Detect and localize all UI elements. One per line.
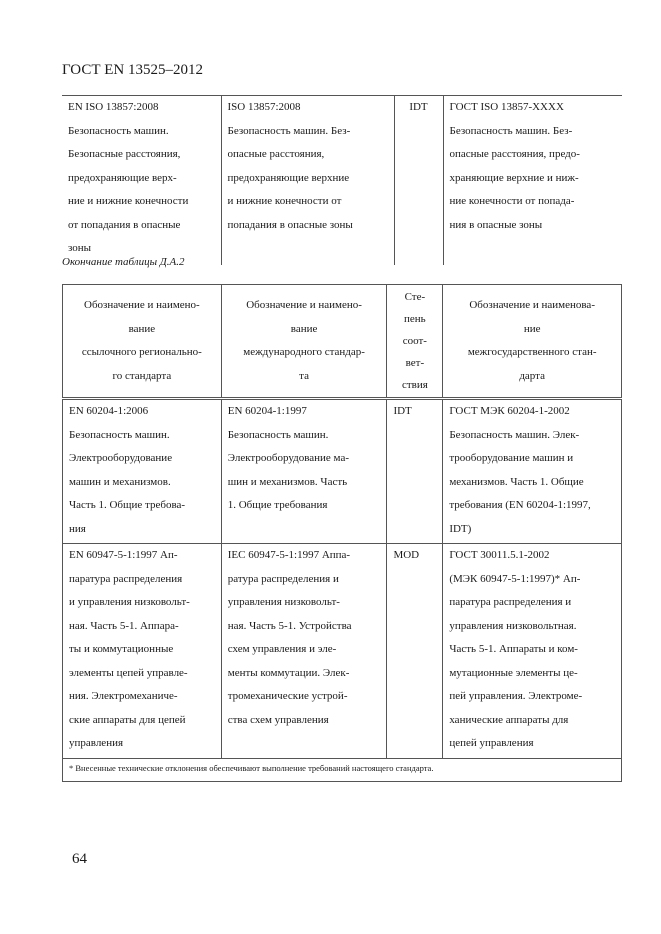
standards-table [62,284,622,782]
cell-line: ния [69,522,86,535]
cell-line: ратура распределения и [227,572,339,585]
international-standard-cell [221,544,387,759]
international-standard-cell [221,96,394,265]
cell-line: паратура распределения [69,572,183,585]
cell-line: Обозначение и наимено- [246,299,362,311]
cell-line: предохраняющие верхние [227,171,350,184]
cell-line: от попадания в опасные [68,218,181,231]
cell-line: ствия [401,379,428,391]
cell-line: ства схем управления [227,713,329,726]
cell-line: Безопасность машин. [227,428,329,441]
interstate-standard-cell [443,96,622,265]
cell-line: механизмов. Часть 1. Общие [449,475,584,488]
cell-line: Обозначение и наименова- [469,299,595,311]
cell-line: межгосударственного стан- [467,346,597,358]
cell-line: ские аппараты для цепей [69,713,186,726]
cell-line: храняющие верхние и ниж- [449,171,579,184]
cell-line: требования (EN 60204-1:1997, [449,499,591,511]
cell-line: IDT) [449,522,472,535]
cell-line: Часть 1. Общие требова- [69,499,186,511]
cell-line: вание [128,322,156,335]
regional-standard-cell [63,399,222,544]
cell-line: пень [404,313,426,325]
degree-cell: IDT [394,96,443,265]
cell-line: менты коммутации. Элек- [227,666,350,679]
cell-line: Безопасность машин. Без- [449,124,573,137]
cell-line: Электрооборудование [69,452,173,464]
cell-line: машин и механизмов. [69,475,171,488]
cell-line: ссылочного регионально- [81,346,202,358]
cell-line: ГОСТ 30011.5.1-2002 [449,549,550,561]
header-regional [63,285,222,399]
interstate-standard-cell [443,399,622,544]
cell-line: ния. Электромеханиче- [69,690,178,702]
cell-line: EN 60204-1:2006 [69,405,149,417]
cell-line: ГОСТ ISO 13857-XXXX [449,101,564,113]
header-degree [387,285,443,399]
cell-line: паратура распределения и [449,596,572,608]
page-number: 64 [72,851,87,867]
page-header-title: ГОСТ EN 13525–2012 [62,62,203,78]
table-row [62,96,622,265]
header-interstate [443,285,622,399]
cell-line: 1. Общие требования [227,499,328,511]
cell-line: ние конечности от попада- [449,195,575,207]
cell-line: ние и нижние конечности [68,195,189,207]
cell-line: ния в опасные зоны [449,218,543,231]
cell-line: международного стандар- [243,346,365,358]
cell-line: элементы цепей управле- [69,666,188,679]
cell-line: Безопасность машин. [69,428,170,441]
cell-line: ханические аппараты для [449,713,569,726]
cell-line: ние [523,322,541,335]
cell-line: IEC 60947-5-1:1997 Аппа- [227,549,351,561]
cell-line: шин и механизмов. Часть [227,475,348,488]
cell-line: ная. Часть 5-1. Аппара- [69,619,179,632]
cell-line: и управления низковольт- [69,596,190,608]
cell-line: (МЭК 60947-5-1:1997)* Ап- [449,572,581,585]
cell-line: зоны [68,242,92,254]
cell-line: EN ISO 13857:2008 [68,101,159,113]
table-footnote: * Внесенные технические отклонения обеспечивают выполнение требований настоящего стандарта. [63,758,622,781]
cell-line: ная. Часть 5-1. Устройства [227,619,352,632]
cell-line: попадания в опасные зоны [227,218,353,231]
table-row [63,399,622,544]
cell-line: опасные расстояния, предо- [449,148,580,160]
cell-line: EN 60947-5-1:1997 Ап- [69,549,178,561]
cell-line: вание [290,322,318,335]
cell-line: Безопасность машин. [68,124,169,137]
cell-line: Сте- [404,291,426,303]
cell-line: схем управления и эле- [227,643,337,655]
cell-line: Безопасные расстояния, [68,148,181,160]
cell-line: мутационные элементы це- [449,666,578,679]
regional-standard-cell [62,96,221,265]
cell-line: Безопасность машин. Элек- [449,428,580,441]
cell-line: дарта [519,369,545,382]
cell-line: и нижние конечности от [227,195,342,207]
top-table-continuation [62,95,622,265]
cell-line: Часть 5-1. Аппараты и ком- [449,643,578,655]
cell-line: вет- [405,357,425,369]
cell-line: ISO 13857:2008 [227,101,301,113]
cell-line: Электрооборудование ма- [227,452,349,464]
cell-line: Безопасность машин. Без- [227,124,351,137]
cell-line: трооборудование машин и [449,452,574,464]
interstate-standard-cell [443,544,622,759]
international-standard-cell [221,399,387,544]
degree-cell: IDT [387,399,443,544]
cell-line: та [299,369,309,382]
cell-line: соот- [402,335,427,347]
table-row [63,544,622,759]
table-caption: Окончание таблицы Д.А.2 [62,256,185,268]
cell-line: опасные расстояния, [227,148,325,160]
table-footnote-row [63,758,622,781]
cell-line: го стандарта [112,369,172,382]
cell-line: Обозначение и наимено- [84,299,200,311]
cell-line: управления низковольт- [227,596,340,608]
cell-line: ГОСТ МЭК 60204-1-2002 [449,405,570,417]
table-header-row [63,285,622,399]
cell-line: управления низковольтная. [449,619,577,632]
cell-line: пей управления. Электроме- [449,690,583,702]
cell-line: управления [69,737,124,749]
cell-line: цепей управления [449,737,534,749]
cell-line: тромеханические устрой- [227,690,348,702]
regional-standard-cell [63,544,222,759]
degree-cell: MOD [387,544,443,759]
cell-line: ты и коммутационные [69,643,174,655]
cell-line: EN 60204-1:1997 [227,405,307,417]
header-international [221,285,387,399]
cell-line: предохраняющие верх- [68,171,177,184]
